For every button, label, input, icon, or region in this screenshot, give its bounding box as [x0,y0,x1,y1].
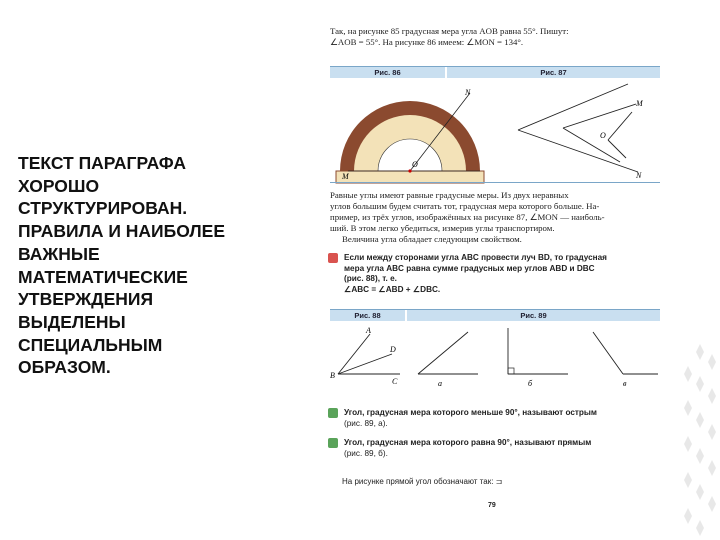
slide-text-line: ВЫДЕЛЕНЫ [18,311,126,332]
label-n: N [465,88,471,97]
figure-caption-86: Рис. 86 [330,67,445,78]
angle-side [608,112,632,140]
rule-line: (рис. 88), т. е. [344,274,397,283]
slide-text-block [18,152,288,379]
rule-line: ∠ABC = ∠ABD + ∠DBC. [344,284,441,294]
slide-text-line: ТЕКСТ ПАРАГРАФА [18,153,186,173]
paragraph-line: ший. В этом легко убедиться, измерив углы транспортиром. [330,223,555,233]
angle-side [608,140,626,158]
intro-line: ∠AOB = 55°. На рисунке 86 имеем: ∠MON = 134°. [330,37,524,47]
slide-text-line: ХОРОШО [18,175,100,196]
divider [330,182,660,183]
rule-line: Угол, градусная мера которого равна 90°, называют прямым [344,438,592,447]
rule-line: Угол, градусная мера которого меньше 90°, называют острым [344,408,597,417]
vertex-point [408,169,411,172]
slide-text-line: СПЕЦИАЛЬНЫМ [18,334,163,355]
paragraph-line: Равные углы имеют равные градусные меры. Из двух неравных [330,190,569,200]
label-b: б [528,379,533,388]
angle-side [518,130,638,172]
figure-caption-89: Рис. 89 [407,310,660,321]
slide-text-line: ВАЖНЫЕ [18,243,100,264]
decor-shapes [684,344,716,536]
rule-icon [328,253,338,263]
acute-angle-side [418,332,468,374]
slide-text-line: ПРАВИЛА И НАИБОЛЕЕ [18,221,226,242]
label-b: B [330,371,335,380]
angle-side [563,128,620,162]
slide-text-line: МАТЕМАТИЧЕСКИЕ [18,266,188,287]
rule-line: (рис. 89, б). [344,448,388,458]
paragraph-line: пример, из трёх углов, изображённых на рисунке 87, ∠MON — наиболь- [330,212,605,222]
label-o: O [600,131,606,140]
rule-icon [328,408,338,418]
slide-text-line: ОБРАЗОМ. [18,357,111,378]
figure-caption-88: Рис. 88 [330,310,405,321]
paragraph-line: углов большим будем считать тот, градусная мера которого больше. На- [330,201,600,211]
label-c: C [392,377,398,386]
figure-caption-87: Рис. 87 [447,67,660,78]
intro-line: Так, на рисунке 85 градусная мера угла AOB равна 55°. Пишут: [330,26,569,36]
slide-text-line: СТРУКТУРИРОВАН. [18,198,188,219]
label-o: O [412,160,418,169]
rule-line: мера угла ABC равна сумме градусных мер углов ABD и DBC [344,263,595,273]
label-d: D [390,345,396,354]
protractor-figure [330,79,490,189]
right-angle-mark [508,368,514,374]
decorative-pattern [680,340,720,540]
label-m: M [342,172,349,181]
angle-side [563,104,636,128]
label-a: а [438,379,442,388]
angles-figure-87 [508,82,658,182]
rule-box-sum-of-angles [328,253,663,295]
closing-line: На рисунке прямой угол обозначают так: ⊐ [342,477,503,486]
label-n: N [636,171,642,180]
angle-figure-88 [330,324,405,394]
textbook-page [318,24,668,524]
label-v: в [623,379,627,388]
rule-line: (рис. 89, а). [344,418,388,428]
rule-box-right [328,438,663,459]
rule-line: Если между сторонами угла ABC провести луч BD, то градусная [344,253,607,262]
paragraph-line: Величина угла обладает следующим свойством. [342,234,522,244]
angle-side [518,84,628,130]
angle-types-figure-89 [408,324,663,394]
rule-box-acute [328,408,663,429]
label-m: M [636,99,643,108]
page-number: 79 [488,502,496,509]
rule-icon [328,438,338,448]
obtuse-angle-side [593,332,623,374]
slide-text-line: УТВЕРЖДЕНИЯ [18,289,154,310]
label-a: A [366,326,371,335]
